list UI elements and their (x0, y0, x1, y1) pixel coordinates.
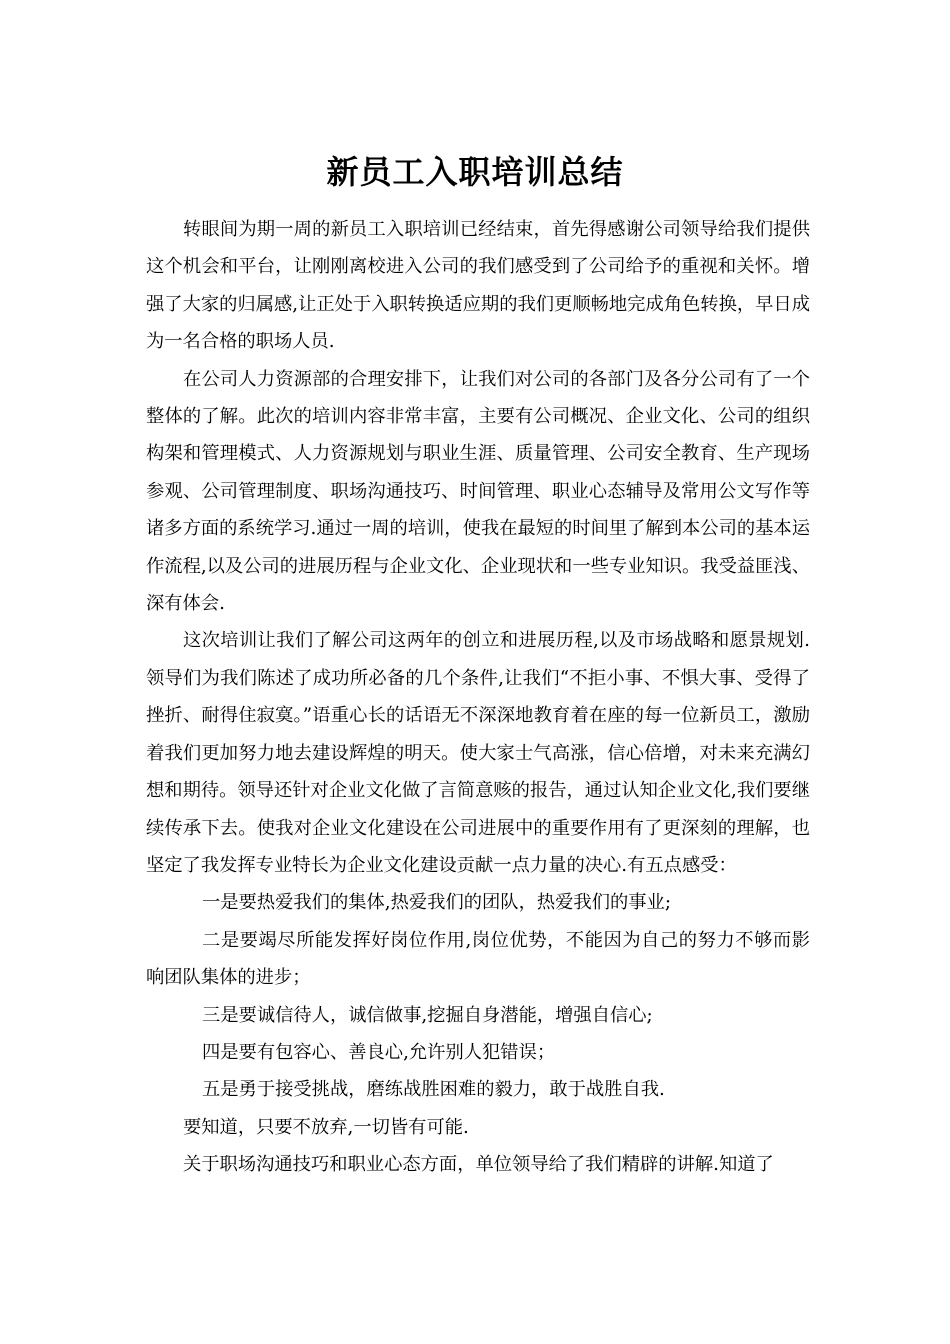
list-item-1: 一是要热爱我们的集体,热爱我们的团队，热爱我们的事业; (202, 892, 672, 914)
document-body (146, 211, 810, 1184)
list-item-5: 五是勇于接受挑战，磨练战胜困难的毅力，敢于战胜自我. (202, 1079, 665, 1101)
closing-paragraph-2: 关于职场沟通技巧和职业心态方面，单位领导给了我们精辟的讲解.知道了 (183, 1154, 774, 1176)
paragraph-3: 这次培训让我们了解公司这两年的创立和进展历程,以及市场战略和愿景规划.领导们为我们陈述了成功所必备的几个条件,让我们“不拒小事、不惧大事、受得了挫折、耐得住寂寞。”语重心长的话语无不深深地教育着在座的每一位新员工，激励着我们更加努力地去建设辉煌的明天。使大家士气高涨，信心倍增，对未来充满幻想和期待。领导还针对企业文化做了言简意赅的报告，通过认知企业文化,我们要继续传承下去。使我对企业文化建设在公司进展中的重要作用有了更深刻的理解，也坚定了我发挥专业特长为企业文化建设贡献一点力量的决心.有五点感受： (146, 630, 810, 876)
list-item-2: 二是要竭尽所能发挥好岗位作用,岗位优势，不能因为自己的努力不够而影响团队集体的进步； (146, 929, 810, 989)
closing-paragraph-1: 要知道，只要不放弃,一切皆有可能. (183, 1116, 469, 1138)
paragraph-1: 转眼间为期一周的新员工入职培训已经结束，首先得感谢公司领导给我们提供这个机会和平台，让刚刚离校进入公司的我们感受到了公司给予的重视和关怀。增强了大家的归属感,让正处于入职转换适应期的我们更顺畅地完成角色转换，早日成为一名合格的职场人员. (146, 219, 810, 353)
list-item-4: 四是要有包容心、善良心,允许别人犯错误； (202, 1041, 556, 1063)
list-item-3: 三是要诚信待人，诚信做事,挖掘自身潜能，增强自信心; (202, 1004, 653, 1026)
paragraph-2: 在公司人力资源部的合理安排下，让我们对公司的各部门及各分公司有了一个整体的了解。此次的培训内容非常丰富，主要有公司概况、企业文化、公司的组织构架和管理模式、人力资源规划与职业生涯、质量管理、公司安全教育、生产现场参观、公司管理制度、职场沟通技巧、时间管理、职业心态辅导及常用公文写作等诸多方面的系统学习.通过一周的培训，使我在最短的时间里了解到本公司的基本运作流程,以及公司的进展历程与企业文化、企业现状和一些专业知识。我受益匪浅、深有体会. (146, 368, 810, 615)
document-title: 新员工入职培训总结 (326, 153, 624, 191)
